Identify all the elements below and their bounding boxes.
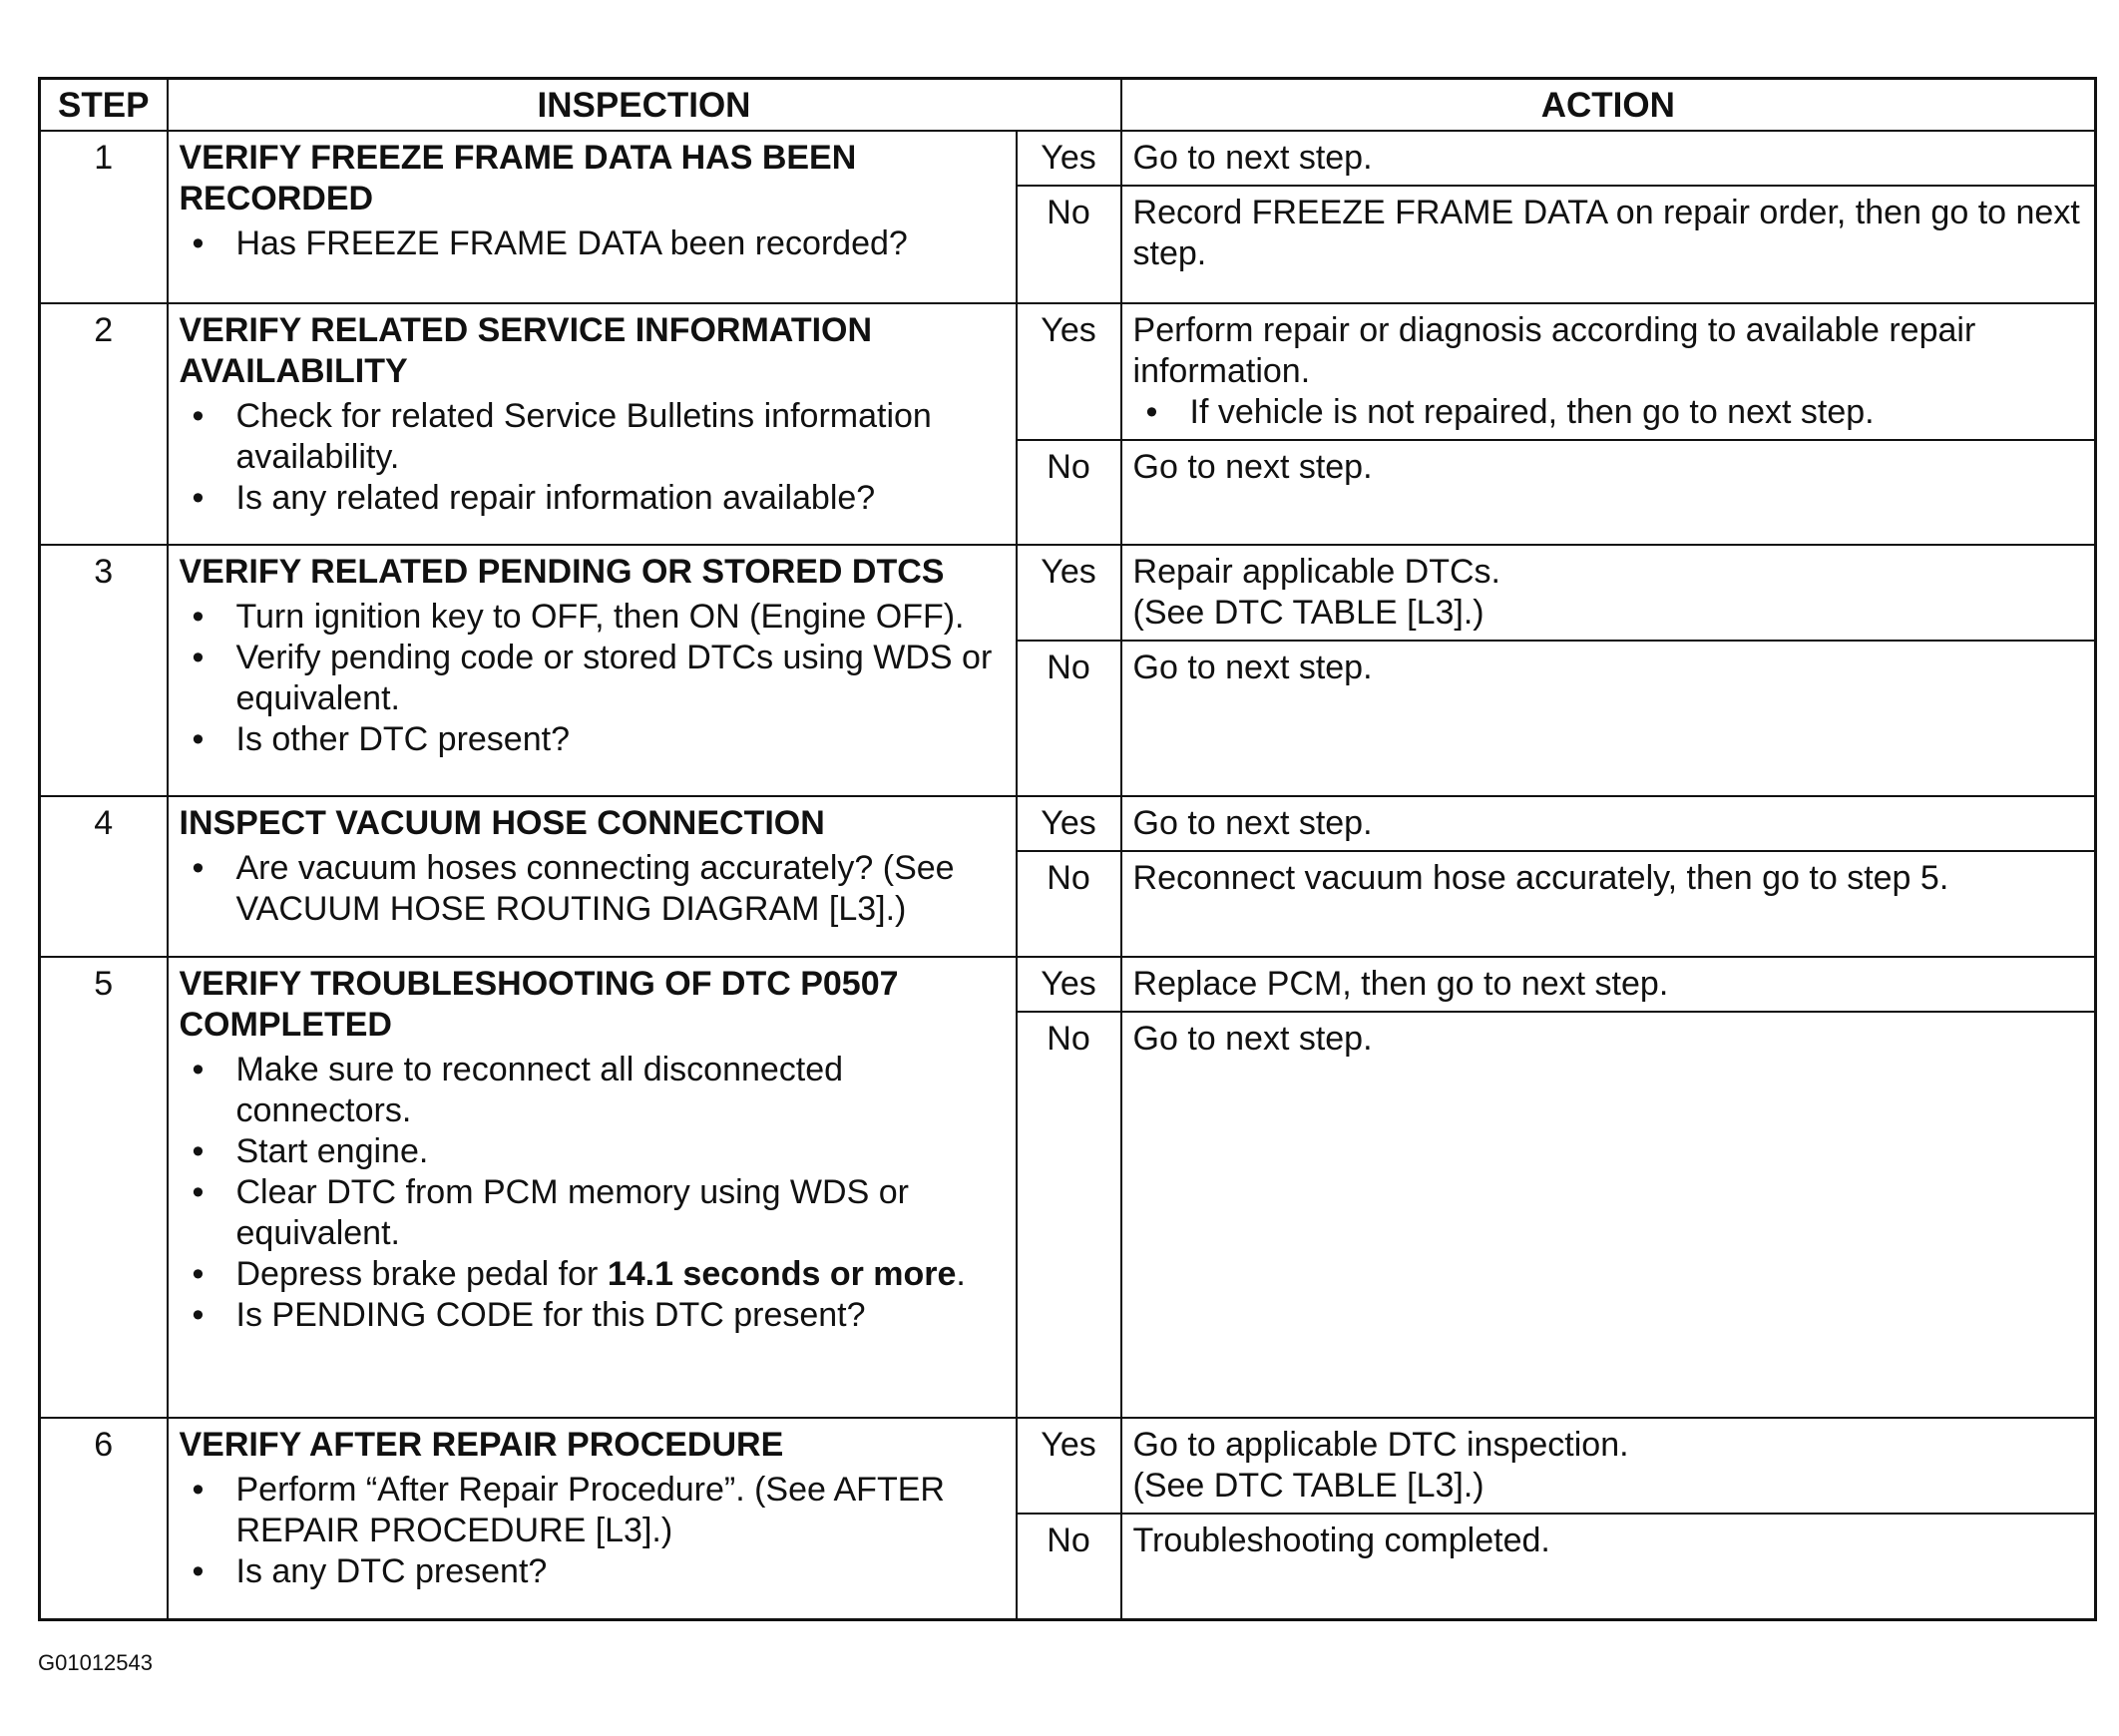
inspection-cell bbox=[168, 545, 1017, 796]
bullet-item: • Is any related repair information available? bbox=[180, 478, 1005, 519]
header-step: STEP bbox=[40, 79, 168, 132]
no-action: Go to next step. bbox=[1121, 440, 2096, 546]
step-6-yes-row bbox=[40, 1418, 2096, 1514]
no-action: Go to next step. bbox=[1121, 641, 2096, 796]
no-label: No bbox=[1017, 1012, 1121, 1419]
inspection-title: VERIFY AFTER REPAIR PROCEDURE bbox=[179, 1426, 784, 1465]
yes-action: Perform repair or diagnosis according to available repair information. bbox=[1132, 310, 1976, 390]
diagnostic-sheet bbox=[38, 77, 2094, 1621]
no-action: Record FREEZE FRAME DATA on repair order, then go to next step. bbox=[1121, 186, 2096, 303]
no-action: Reconnect vacuum hose accurately, then go to step 5. bbox=[1121, 851, 2096, 957]
figure-id: G01012543 bbox=[38, 1650, 153, 1675]
no-label: No bbox=[1017, 641, 1121, 796]
bullet-text-end: . bbox=[956, 1254, 966, 1293]
yes-label: Yes bbox=[1017, 303, 1121, 440]
header-inspection: INSPECTION bbox=[168, 79, 1121, 132]
bullet-item: • Are vacuum hoses connecting accurately? (See VACUUM HOSE ROUTING DIAGRAM [L3].) bbox=[180, 848, 1005, 930]
bullet-item: • Is any DTC present? bbox=[180, 1551, 1005, 1592]
inspection-cell bbox=[168, 1418, 1017, 1619]
yes-action-cell bbox=[1121, 545, 2096, 641]
step-3-yes-row bbox=[40, 545, 2096, 641]
step-number: 3 bbox=[40, 545, 168, 796]
no-action: Troubleshooting completed. bbox=[1121, 1514, 2096, 1619]
yes-action-reference: (See DTC TABLE [L3].) bbox=[1132, 1467, 1484, 1506]
step-number: 1 bbox=[40, 131, 168, 303]
bullet-item-brake bbox=[180, 1254, 1005, 1295]
bullet-text: Depress brake pedal for bbox=[235, 1254, 608, 1293]
inspection-title: VERIFY FREEZE FRAME DATA HAS BEEN RECORDED bbox=[179, 139, 857, 217]
no-action: Go to next step. bbox=[1121, 1012, 2096, 1419]
step-1-yes-row bbox=[40, 131, 2096, 186]
no-label: No bbox=[1017, 440, 1121, 546]
header-action: ACTION bbox=[1121, 79, 2096, 132]
bullet-item: • Start engine. bbox=[180, 1131, 1005, 1172]
bullet-item: • Clear DTC from PCM memory using WDS or equivalent. bbox=[180, 1172, 1005, 1254]
bullet-item: • Perform “After Repair Procedure”. (See AFTER REPAIR PROCEDURE [L3].) bbox=[180, 1470, 1005, 1551]
bullet-item: • Has FREEZE FRAME DATA been recorded? bbox=[180, 223, 1005, 264]
inspection-cell bbox=[168, 303, 1017, 546]
bullet-item: • Verify pending code or stored DTCs using WDS or equivalent. bbox=[180, 638, 1005, 719]
step-4-yes-row bbox=[40, 796, 2096, 851]
inspection-bullets bbox=[180, 223, 1005, 264]
yes-action: Repair applicable DTCs. bbox=[1132, 553, 1501, 592]
inspection-cell bbox=[168, 131, 1017, 303]
bullet-item: • Is other DTC present? bbox=[180, 719, 1005, 760]
step-2-yes-row bbox=[40, 303, 2096, 440]
inspection-title: INSPECT VACUUM HOSE CONNECTION bbox=[179, 804, 825, 843]
bullet-item: • Is PENDING CODE for this DTC present? bbox=[180, 1295, 1005, 1336]
bullet-item: • Check for related Service Bulletins information availability. bbox=[180, 396, 1005, 478]
step-number: 5 bbox=[40, 957, 168, 1419]
diagnostic-table bbox=[38, 77, 2097, 1621]
no-label: No bbox=[1017, 186, 1121, 303]
yes-action-bullet: • If vehicle is not repaired, then go to next step. bbox=[1133, 392, 2084, 433]
step-number: 2 bbox=[40, 303, 168, 546]
yes-label: Yes bbox=[1017, 131, 1121, 186]
yes-action: Go to next step. bbox=[1121, 131, 2096, 186]
inspection-cell bbox=[168, 796, 1017, 957]
header-row bbox=[40, 79, 2096, 132]
yes-label: Yes bbox=[1017, 957, 1121, 1012]
no-label: No bbox=[1017, 1514, 1121, 1619]
step-number: 6 bbox=[40, 1418, 168, 1619]
inspection-cell bbox=[168, 957, 1017, 1419]
step-number: 4 bbox=[40, 796, 168, 957]
yes-action: Go to next step. bbox=[1121, 796, 2096, 851]
bullet-emphasis: 14.1 seconds or more bbox=[607, 1254, 957, 1293]
yes-action-cell bbox=[1121, 1418, 2096, 1514]
inspection-title: VERIFY RELATED PENDING OR STORED DTCS bbox=[179, 553, 945, 592]
yes-label: Yes bbox=[1017, 796, 1121, 851]
inspection-bullets bbox=[180, 848, 1005, 930]
yes-action: Go to applicable DTC inspection. bbox=[1132, 1426, 1629, 1465]
inspection-bullets bbox=[180, 1050, 1005, 1336]
yes-action: Replace PCM, then go to next step. bbox=[1121, 957, 2096, 1012]
inspection-bullets bbox=[180, 597, 1005, 760]
yes-action-reference: (See DTC TABLE [L3].) bbox=[1132, 594, 1484, 633]
inspection-bullets bbox=[180, 396, 1005, 519]
bullet-item: • Make sure to reconnect all disconnected connectors. bbox=[180, 1050, 1005, 1131]
yes-action-cell bbox=[1121, 303, 2096, 440]
no-label: No bbox=[1017, 851, 1121, 957]
step-5-yes-row bbox=[40, 957, 2096, 1012]
yes-label: Yes bbox=[1017, 545, 1121, 641]
yes-label: Yes bbox=[1017, 1418, 1121, 1514]
bullet-item: • Turn ignition key to OFF, then ON (Engine OFF). bbox=[180, 597, 1005, 638]
inspection-title: VERIFY RELATED SERVICE INFORMATION AVAILABILITY bbox=[179, 310, 873, 390]
inspection-title: VERIFY TROUBLESHOOTING OF DTC P0507 COMPLETED bbox=[179, 964, 899, 1044]
inspection-bullets bbox=[180, 1470, 1005, 1592]
